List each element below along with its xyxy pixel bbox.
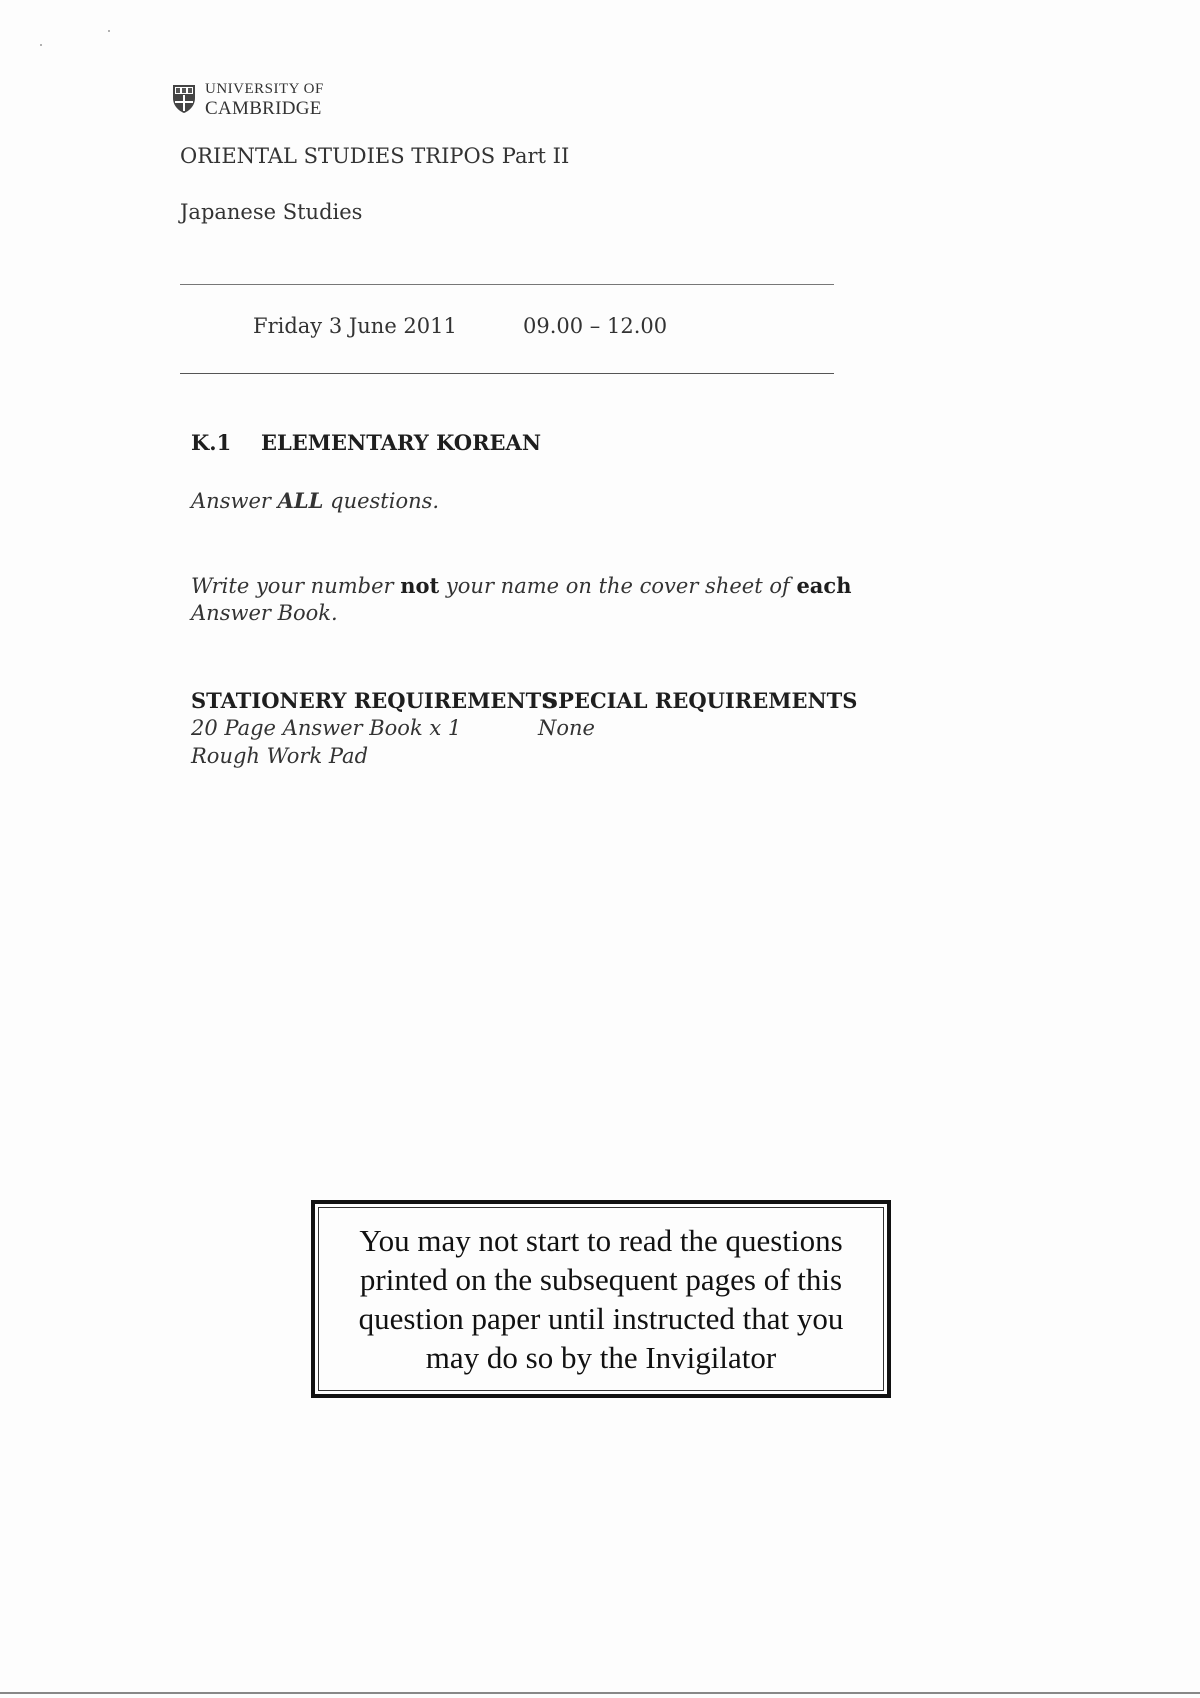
invigilator-notice-box xyxy=(311,1200,891,1398)
write-part1: Write your number xyxy=(191,574,394,598)
answer-emphasis: ALL xyxy=(277,488,324,513)
paper-title: ELEMENTARY KOREAN xyxy=(261,430,542,455)
scan-speck xyxy=(108,30,110,32)
university-crest-icon xyxy=(172,84,196,114)
special-requirements-heading: SPECIAL REQUIREMENTS xyxy=(543,688,858,713)
write-part2: your name on the cover sheet of xyxy=(445,574,790,598)
tripos-title: ORIENTAL STUDIES TRIPOS Part II xyxy=(180,144,570,168)
answer-prefix: Answer xyxy=(191,489,271,513)
write-each: each xyxy=(796,573,852,598)
write-not: not xyxy=(400,573,440,598)
invigilator-notice-text: You may not start to read the questions printed on the subsequent pages of this question paper until instructed that you may do so by the Invigilator xyxy=(358,1223,844,1375)
university-name-line1: UNIVERSITY OF xyxy=(205,81,324,97)
exam-time: 09.00 – 12.00 xyxy=(523,314,668,338)
stationery-requirements-heading: STATIONERY REQUIREMENTS xyxy=(191,688,557,713)
paper-code: K.1 xyxy=(191,430,232,455)
divider-bottom xyxy=(180,373,834,374)
page-bottom-edge xyxy=(0,1692,1200,1694)
stationery-item: Rough Work Pad xyxy=(191,744,369,768)
university-name-line2: CAMBRIDGE xyxy=(205,98,322,119)
answer-suffix: questions. xyxy=(330,489,440,513)
cover-sheet-instruction-line2: Answer Book. xyxy=(191,601,338,625)
cover-sheet-instruction xyxy=(191,573,851,598)
stationery-item: 20 Page Answer Book x 1 xyxy=(191,716,462,740)
answer-instruction xyxy=(191,488,439,513)
exam-date: Friday 3 June 2011 xyxy=(253,314,457,338)
special-item: None xyxy=(538,716,595,740)
divider-top xyxy=(180,284,834,285)
invigilator-notice-inner xyxy=(318,1207,884,1391)
subject-title: Japanese Studies xyxy=(180,200,363,224)
scan-speck xyxy=(40,44,42,46)
